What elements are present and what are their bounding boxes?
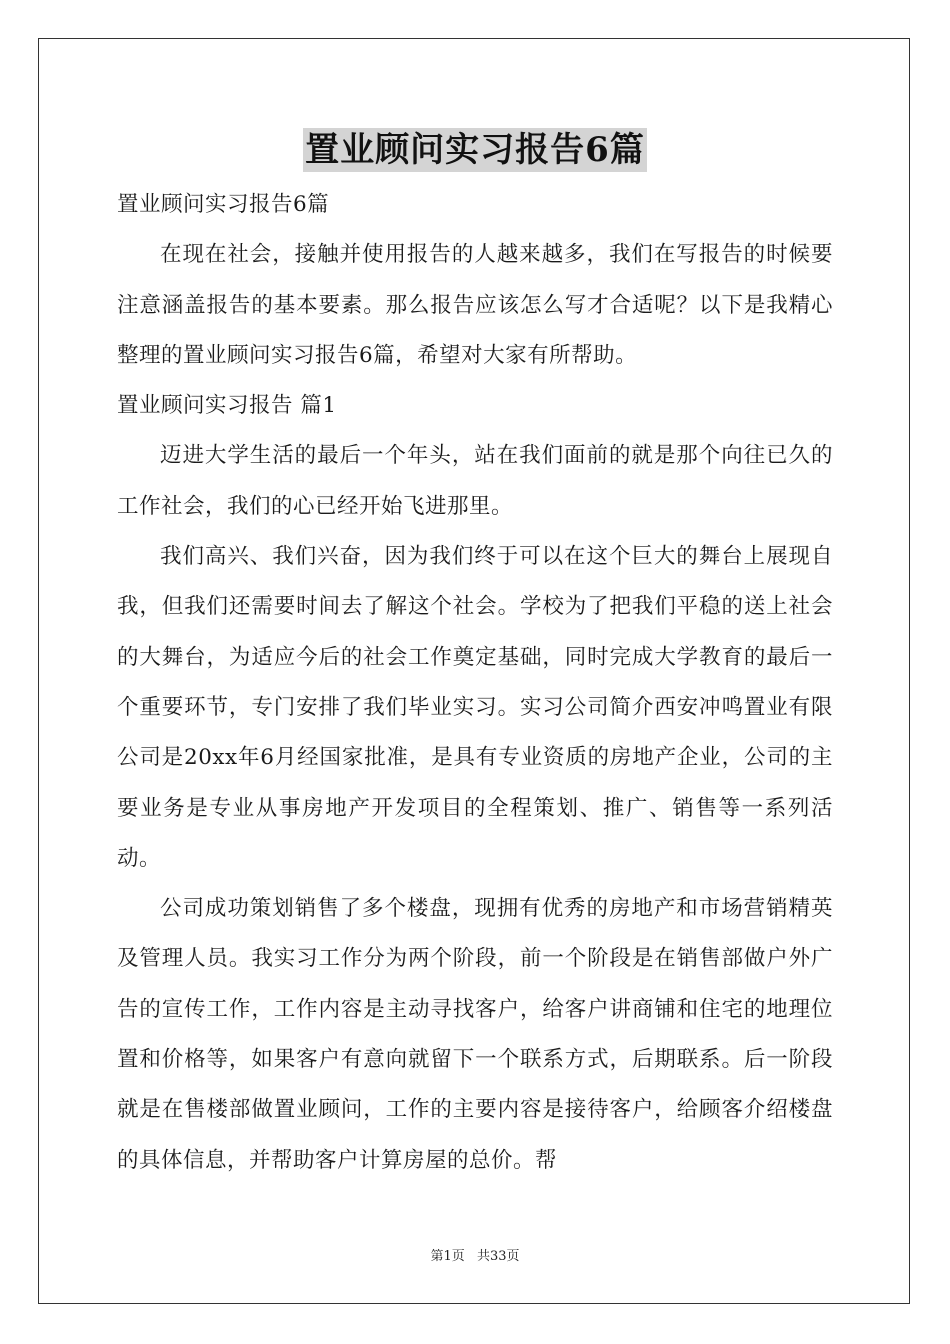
body-paragraph: 我们高兴、我们兴奋，因为我们终于可以在这个巨大的舞台上展现自我，但我们还需要时间去了解这个社会。学校为了把我们平稳的送上社会的大舞台，为适应今后的社会工作奠定基础，同时完成大学教育的最后一个重要环节，专门安排了我们毕业实习。实习公司简介西安冲鸣置业有限公司是20xx年6月经国家批准，是具有专业资质的房地产企业，公司的主要业务是专业从事房地产开发项目的全程策划、推广、销售等一系列活动。 [117,544,833,871]
body-paragraph: 公司成功策划销售了多个楼盘，现拥有优秀的房地产和市场营销精英及管理人员。我实习工作分为两个阶段，前一个阶段是在销售部做户外广告的宣传工作，工作内容是主动寻找客户，给客户讲商铺和住宅的地理位置和价格等，如果客户有意向就留下一个联系方式，后期联系。后一阶段就是在售楼部做置业顾问，工作的主要内容是接待客户，给顾客介绍楼盘的具体信息，并帮助客户计算房屋的总价。帮 [117,896,833,1173]
page-footer [0,1245,950,1264]
title-container [0,128,950,172]
section-heading: 置业顾问实习报告 篇1 [117,393,337,419]
page-number: 第1页 [430,1249,465,1264]
page-total: 共33页 [476,1249,520,1264]
intro-paragraph: 在现在社会，接触并使用报告的人越来越多，我们在写报告的时候要注意涵盖报告的基本要素。那么报告应该怎么写才合适呢？以下是我精心整理的置业顾问实习报告6篇，希望对大家有所帮助。 [117,242,833,368]
document-body [117,180,833,1186]
subtitle-line: 置业顾问实习报告6篇 [117,192,330,217]
document-title: 置业顾问实习报告6篇 [305,130,645,170]
body-paragraph: 迈进大学生活的最后一个年头，站在我们面前的就是那个向往已久的工作社会，我们的心已经开始飞进那里。 [117,443,833,519]
